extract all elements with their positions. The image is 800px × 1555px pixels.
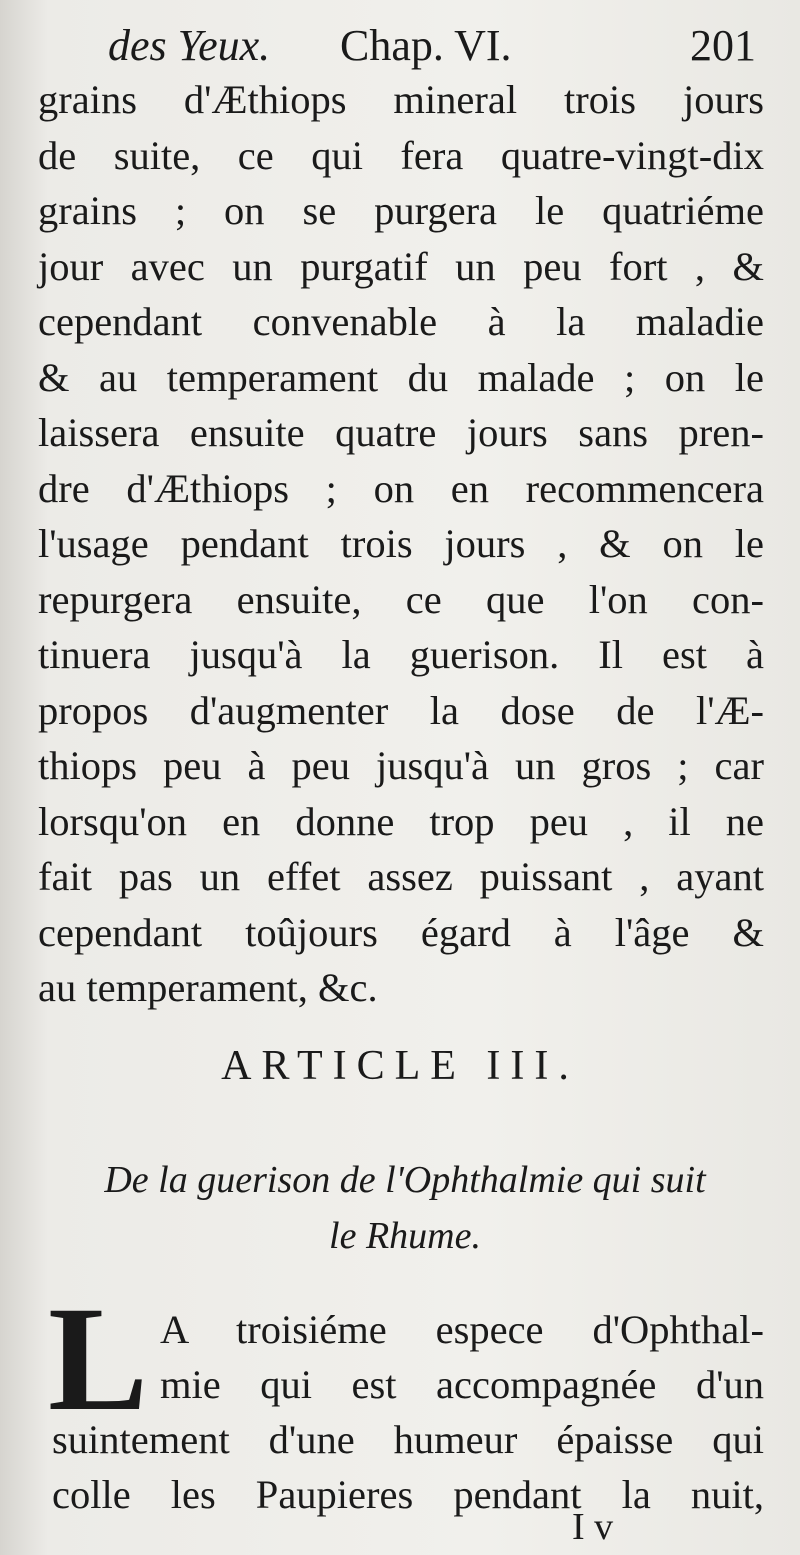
article-subtitle	[40, 1152, 770, 1264]
text-line: propos d'augmenter la dose de l'Æ-	[38, 687, 764, 733]
subtitle-line: De la guerison de l'Ophthalmie qui suit	[104, 1159, 706, 1201]
text-line: cependant convenable à la maladie	[38, 299, 764, 344]
page-number: 201	[690, 21, 756, 70]
running-title: des Yeux.	[108, 21, 271, 70]
text-line: laissera ensuite quatre jours sans pren-	[38, 410, 764, 455]
text-line: l'usage pendant trois jours , & on le	[38, 521, 764, 566]
text-line: lorsqu'on en donne trop peu , il ne	[38, 798, 764, 844]
article-heading: ARTICLE III.	[221, 1043, 579, 1089]
text-line: de suite, ce qui fera quatre-vingt-dix	[38, 132, 764, 178]
text-line: thiops peu à peu jusqu'à un gros ; car	[38, 743, 764, 788]
chapter-label: Chap. VI.	[340, 21, 512, 70]
text-line: grains ; on se purgera le quatriéme	[38, 188, 764, 233]
signature-mark: I v	[572, 1506, 614, 1548]
text-line: A troisiéme espece d'Ophthal-	[160, 1307, 764, 1352]
text-line: suintement d'une humeur épaisse qui	[52, 1417, 764, 1462]
text-line: grains d'Æthiops mineral trois jours	[38, 77, 764, 122]
text-line: repurgera ensuite, ce que l'on con-	[38, 576, 764, 622]
text-line: dre d'Æthiops ; on en recommencera	[38, 465, 764, 511]
text-line: tinuera jusqu'à la guerison. Il est à	[38, 632, 764, 677]
text-line: au temperament, &c.	[38, 965, 378, 1010]
text-line: jour avec un purgatif un peu fort , &	[38, 243, 764, 289]
text-line: & au temperament du malade ; on le	[38, 354, 764, 400]
text-line: mie qui est accompagnée d'un	[160, 1362, 764, 1407]
drop-cap: L	[48, 1300, 148, 1418]
paragraph	[52, 1302, 764, 1522]
page-header	[108, 16, 756, 76]
text-line: cependant toûjours égard à l'âge &	[38, 909, 764, 955]
body-text	[38, 72, 764, 1016]
subtitle-line: le Rhume.	[329, 1215, 481, 1257]
text-line: fait pas un effet assez puissant , ayant	[38, 854, 764, 899]
text-line: colle les Paupieres pendant la nuit,	[52, 1472, 764, 1517]
